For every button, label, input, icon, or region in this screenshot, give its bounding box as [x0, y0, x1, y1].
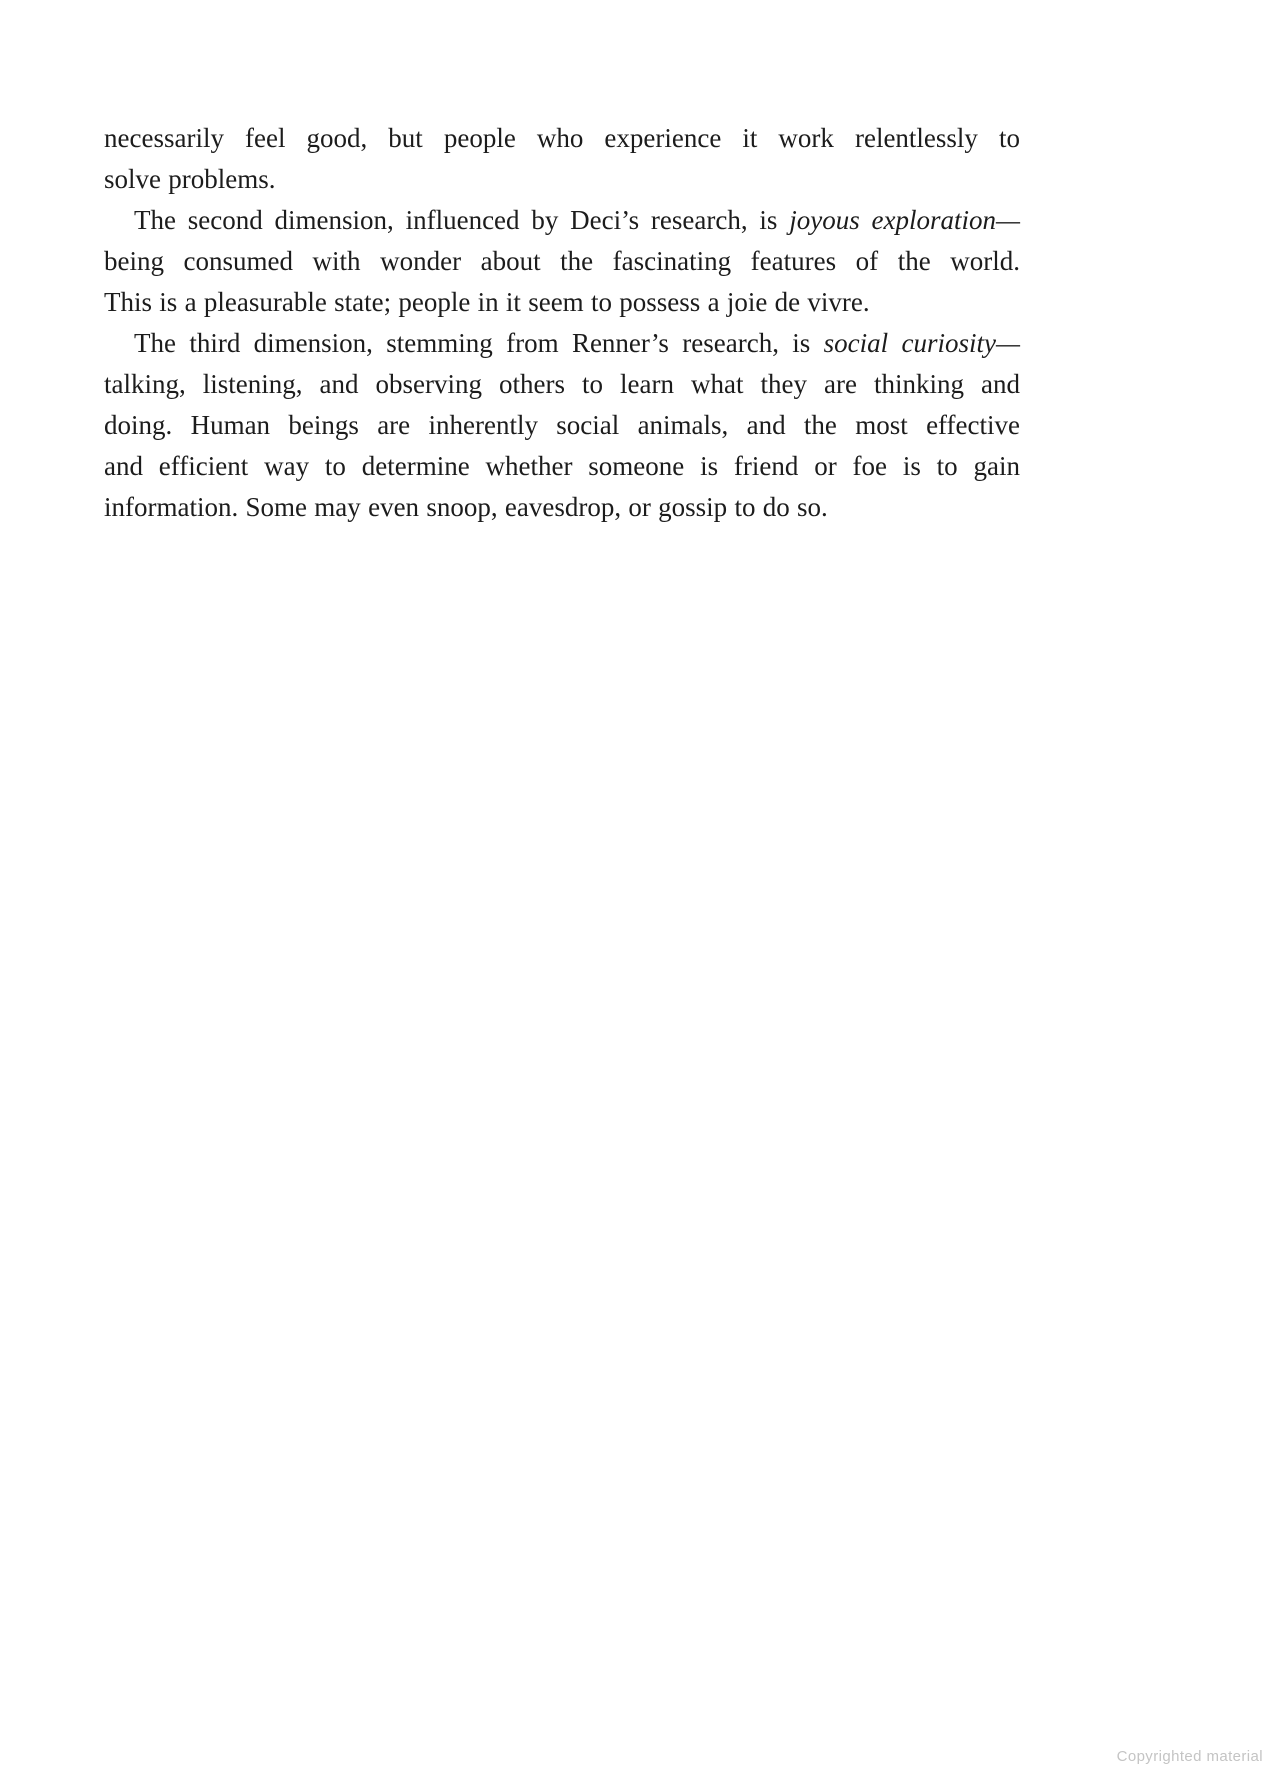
text-line [104, 405, 1020, 446]
text-line [104, 159, 1020, 200]
text-line [104, 323, 1020, 364]
text-line [104, 364, 1020, 405]
text-segment: talking, listening, and observing others to learn what they are thinking and [104, 369, 1020, 399]
text-segment: This is a pleasurable state; people in it seem to possess a joie de vivre. [104, 287, 870, 317]
text-line [104, 241, 1020, 282]
copyright-watermark: Copyrighted material [1116, 1748, 1263, 1765]
text-line [104, 200, 1020, 241]
text-segment: being consumed with wonder about the fascinating features of the world. [104, 246, 1020, 276]
text-line [104, 487, 1020, 528]
text-segment: necessarily feel good, but people who experience it work relentlessly to [104, 123, 1020, 153]
text-segment: information. Some may even snoop, eavesdrop, or gossip to do so. [104, 492, 828, 522]
text-segment: The third dimension, stemming from Renner’s research, is [134, 328, 824, 358]
italic-phrase: joyous exploration— [789, 205, 1020, 235]
page-text-block [104, 118, 1020, 528]
text-segment: doing. Human beings are inherently social animals, and the most effective [104, 410, 1020, 440]
text-segment: solve problems. [104, 164, 276, 194]
text-segment: The second dimension, influenced by Deci’s research, is [134, 205, 790, 235]
text-line [104, 118, 1020, 159]
text-line [104, 282, 1020, 323]
text-line [104, 446, 1020, 487]
italic-phrase: social curiosity— [823, 328, 1020, 358]
text-segment: and efficient way to determine whether someone is friend or foe is to gain [104, 451, 1020, 481]
